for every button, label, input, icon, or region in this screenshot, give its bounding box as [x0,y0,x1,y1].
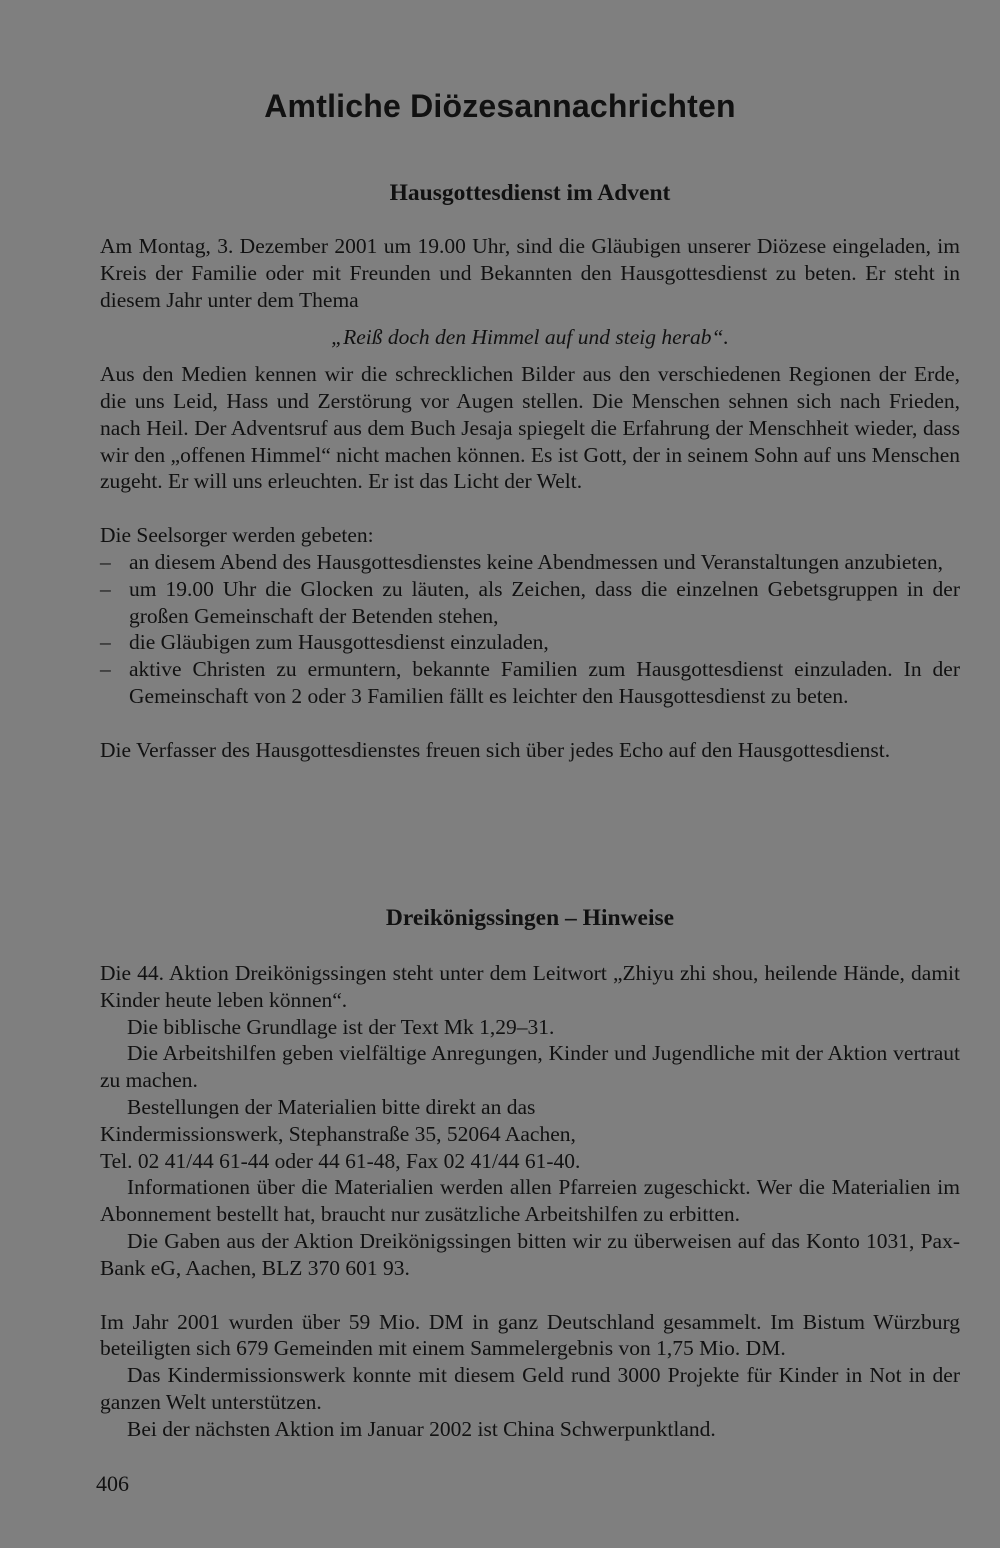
theme-quote: „Reiß doch den Himmel auf und steig herab“. [331,325,729,350]
paragraph-motto: Die 44. Aktion Dreikönigssingen steht unter dem Leitwort „Zhiyu zhi shou, heilende Hände, damit Kinder heute leben können“. [100,961,960,1012]
list-item [100,576,960,630]
paragraph-bible: Die biblische Grundlage ist der Text Mk 1,29–31. [127,1014,555,1039]
list-item-text: an diesem Abend des Hausgottesdienstes keine Abendmessen und Veranstaltungen anzubieten, [129,549,944,574]
paragraph-donations: Die Gaben aus der Aktion Dreikönigssingen bitten wir zu überweisen auf das Konto 1031, Pax-Bank eG, Aachen, BLZ 370 601 93. [100,1228,960,1280]
list-intro: Die Seelsorger werden gebeten: [100,523,374,548]
list-item-text: um 19.00 Uhr die Glocken zu läuten, als Zeichen, dass die einzelnen Gebetsgruppen in der großen Gemeinschaft der Betenden stehen, [129,576,960,628]
paragraph-information: Informationen über die Materialien werden allen Pfarreien zugeschickt. Wer die Materialien im Abonnement bestellt hat, braucht nur zusätzliche Arbeitshilfen zu erbitten. [100,1175,960,1227]
paragraph-projects: Das Kindermissionswerk konnte mit diesem Geld rund 3000 Projekte für Kinder in Not in der ganzen Welt unterstützen. [100,1363,960,1414]
body-paragraph: Aus den Medien kennen wir die schrecklichen Bilder aus den verschiedenen Regionen der Erde, die uns Leid, Hass und Zerstörung vor Augen stellen. Die Menschen sehnen sich nach Frieden, nach Heil. Der Adventsruf aus dem Buch Jesaja spiegelt die Erfahrung der Menschheit wieder, dass wir den „offenen Himmel“ nicht machen können. Es ist Gott, der in seinem Sohn auf uns Menschen zugeht. Er will uns erleuchten. Er ist das Licht der Welt. [100,362,960,494]
list-item [100,629,960,656]
section-title: Dreikönigssingen – Hinweise [385,905,675,931]
intro-paragraph: Am Montag, 3. Dezember 2001 um 19.00 Uhr, sind die Gläubigen unserer Diözese eingeladen, im Kreis der Familie oder mit Freunden und Bekannten den Hausgottesdienst zu beten. Er steht in diesem Jahr unter dem Thema [100,234,960,312]
address-line: Kindermissionswerk, Stephanstraße 35, 52064 Aachen, [100,1121,576,1146]
paragraph-worksheets: Die Arbeitshilfen geben vielfältige Anregungen, Kinder und Jugendliche mit der Aktion vertraut zu machen. [100,1041,960,1093]
page-number: 406 [96,1471,129,1496]
list-item-text: die Gläubigen zum Hausgottesdienst einzuladen, [129,630,549,655]
dash-bullet: – [100,576,111,601]
dash-bullet: – [100,549,111,574]
section-hausgottesdienst [100,180,960,764]
list-item [100,549,960,576]
paragraph-next-action: Bei der nächsten Aktion im Januar 2002 ist China Schwerpunktland. [127,1416,716,1441]
request-list [100,549,960,710]
section-dreikoenigssingen [100,905,960,1443]
phone-line: Tel. 02 41/44 61-44 oder 44 61-48, Fax 02 41/44 61-40. [100,1148,581,1173]
closing-paragraph: Die Verfasser des Hausgottesdienstes freuen sich über jedes Echo auf den Hausgottesdienst. [100,737,891,762]
dash-bullet: – [100,657,111,682]
section-title: Hausgottesdienst im Advent [389,180,671,206]
page-header-title: Amtliche Diözesannachrichten [264,88,736,124]
dash-bullet: – [100,630,111,655]
list-item [100,656,960,710]
paragraph-orders: Bestellungen der Materialien bitte direkt an das [127,1094,536,1119]
paragraph-results: Im Jahr 2001 wurden über 59 Mio. DM in ganz Deutschland gesammelt. Im Bistum Würzburg beteiligten sich 679 Gemeinden mit einem Sammelergebnis von 1,75 Mio. DM. [100,1309,960,1361]
list-item-text: aktive Christen zu ermuntern, bekannte Familien zum Hausgottesdienst einzuladen. In der Gemeinschaft von 2 oder 3 Familien fällt es leichter den Hausgottesdienst zu beten. [129,657,960,708]
